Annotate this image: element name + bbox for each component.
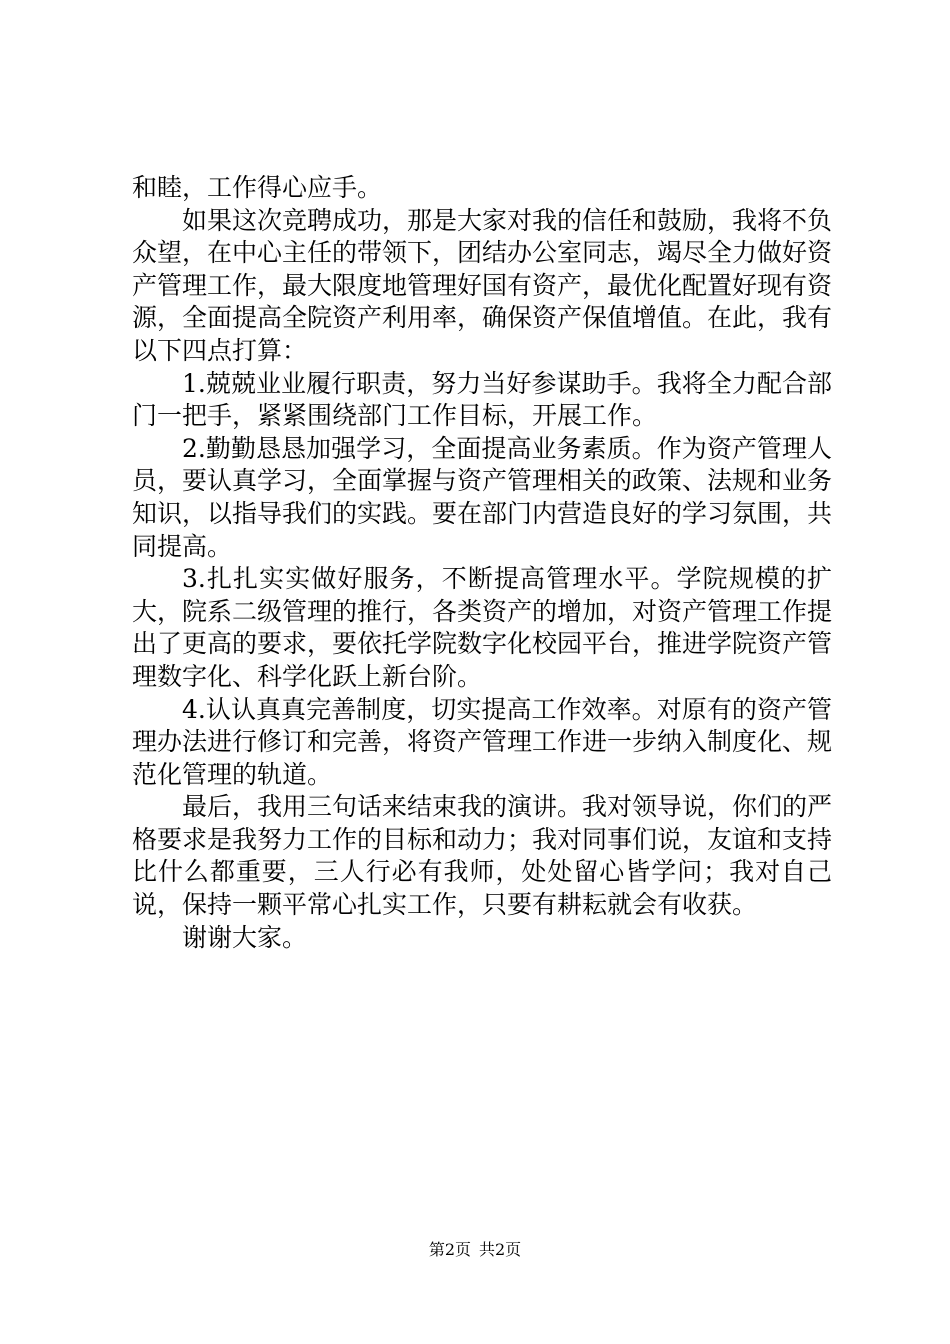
- paragraph-point-3: 3.扎扎实实做好服务，不断提高管理水平。学院规模的扩大，院系二级管理的推行，各类资产的增加，对资产管理工作提出了更高的要求，要依托学院数字化校园平台，推进学院资产管理数字化、科学化跃上新台阶。: [132, 564, 833, 691]
- page-number-total: 共2页: [479, 1240, 522, 1259]
- paragraph-point-4: 4.认认真真完善制度，切实提高工作效率。对原有的资产管理办法进行修订和完善，将资产管理工作进一步纳入制度化、规范化管理的轨道。: [132, 694, 833, 789]
- paragraph-continuation: 和睦，工作得心应手。: [132, 173, 383, 202]
- page-footer: [0, 1240, 950, 1260]
- paragraph-closing: 最后，我用三句话来结束我的演讲。我对领导说，你们的严格要求是我努力工作的目标和动力；我对同事们说，友谊和支持比什么都重要，三人行必有我师，处处留心皆学问；我对自己说，保持一颗平常心扎实工作，只要有耕耘就会有收获。: [132, 792, 833, 920]
- paragraph-commitment: 如果这次竞聘成功，那是大家对我的信任和鼓励，我将不负众望，在中心主任的带领下，团结办公室同志，竭尽全力做好资产管理工作，最大限度地管理好国有资产，最优化配置好现有资源，全面提高全院资产利用率，确保资产保值增值。在此，我有以下四点打算：: [132, 205, 833, 365]
- paragraph-point-1: 1.兢兢业业履行职责，努力当好参谋助手。我将全力配合部门一把手，紧紧围绕部门工作目标，开展工作。: [132, 368, 832, 431]
- page-number-current: 第2页: [428, 1240, 471, 1259]
- document-body: [132, 172, 832, 954]
- paragraph-thanks: 谢谢大家。: [182, 922, 308, 952]
- paragraph-point-2: 2.勤勤恳恳加强学习，全面提高业务素质。作为资产管理人员，要认真学习，全面掌握与资产管理相关的政策、法规和业务知识，以指导我们的实践。要在部门内营造良好的学习氛围，共同提高。: [132, 433, 833, 561]
